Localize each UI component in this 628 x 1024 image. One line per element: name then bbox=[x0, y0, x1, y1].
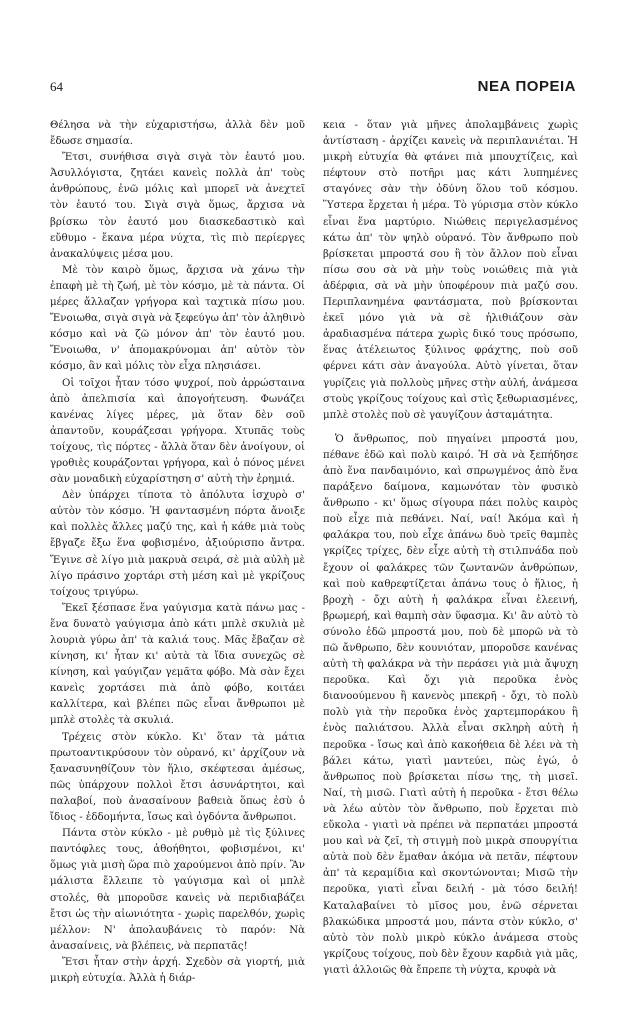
paragraph: Ἔτσι ἦταν στὴν ἀρχή. Σχεδὸν σὰ γιορτή, μιὰ μικρὴ εὐτυχία. Ἀλλὰ ἡ διάρ- bbox=[50, 956, 305, 984]
paragraph: κεια - ὅταν γιὰ μῆνες ἀπολαμβάνεις χωρὶς ἀντίσταση - ἀρχίζει κανεὶς νὰ περιπλανιέται. Ἡ μικρὴ εὐτυχία θὰ φτάνει πιὰ μπουχτίζεις, καὶ πέφτουν στὸ ποτῆρι μας κάτι λυπημένες σταγόνες σὰν τὴν ὀδύνη ὅλου τοῦ κόσμου. Ὕστερα ἔρχεται ἡ μέρα. Τὸ γύρισμα στὸν κύκλο εἶναι ἕνα μαρτύριο. Νιώθεις περιγελασμένος κάτω ἀπ' τὸν ψηλὸ οὐρανό. Τὸν ἄνθρωπο ποὺ βρίσκεται μπροστά σου ἢ τὸν ἄλλον ποὺ εἶναι πίσω σου σὰ νὰ μὴν τοὺς νοιώθεις πιὰ γιὰ ἀδέρφια, σὰ νὰ μὴν ὑποφέρουν πιὰ μαζύ σου. Περιπλανημένα φαντάσματα, ποὺ βρίσκονται ἐκεῖ μόνο γιὰ νὰ σὲ ἠλιθιάζουν σὰν ἀραδιασμένα πάτερα χωρὶς δικό τους πρόσωπο, ἕνας ἀτέλειωτος ξύλινος φράχτης, ποὺ σοῦ φέρνει κάτι σὰν ἀναγούλα. Αὐτὸ γίνεται, ὅταν γυρίζεις γιὰ πολλοὺς μῆνες στὴν αὐλή, ἀνάμεσα στοὺς γκρίζους τοίχους καὶ στὶς ξεθωριασμένες, μπλὲ στολὲς ποὺ σὲ γαυγίζουν ἀσταμάτητα. bbox=[323, 120, 578, 421]
paragraph: Ἔτσι, συνήθισα σιγὰ σιγὰ τὸν ἑαυτό μου. Ἀσυλλόγιστα, ζητάει κανεὶς πολλὰ ἀπ' τοὺς ἀνθρώπους, ἐνῶ μόλις καὶ μπορεῖ νὰ ἀνεχτεῖ τὸν ἑαυτό του. Σιγὰ σιγὰ ὅμως, ἄρχισα νὰ βρίσκω τὸν ἑαυτό μου διασκεδαστικὸ καὶ εὔθυμο - ἔκανα μέρα νύχτα, τὶς πιὸ περίεργες ἀνακαλύψεις μέσα μου. bbox=[50, 152, 305, 260]
left-column bbox=[50, 118, 305, 998]
paragraph: Θέλησα νὰ τὴν εὐχαριστήσω, ἀλλὰ δὲν μοῦ ἔδωσε σημασία. bbox=[50, 120, 305, 148]
paragraph: Δὲν ὑπάρχει τίποτα τὸ ἀπόλυτα ἰσχυρὸ σ' αὐτὸν τὸν κόσμο. Ἡ φαντασμένη πόρτα ἄνοιξε καὶ πολλὲς ἄλλες μαζύ της, καὶ ἡ κάθε μιὰ τοὺς ἔβγαζε ἔξω ἕνα φοβισμένο, ἀξιούρισπο ἄντρα. Ἔγινε σὲ λίγο μιὰ μακρυὰ σειρά, σὲ μιὰ αὐλὴ μὲ λίγο πράσινο χορτάρι στὴ μέση καὶ μὲ γκρίζους τοίχους τριγύρω. bbox=[50, 490, 305, 598]
paragraph: Ὁ ἄνθρωπος, ποὺ πηγαίνει μπροστά μου, πέθανε ἐδῶ καὶ πολὺ καιρό. Ἡ σὰ νὰ ξεπήδησε ἀπὸ ἕνα πανδαιμόνιο, καὶ σπρωγμένος ἀπὸ ἕνα παράξενο δαίμονα, καμωνόταν τὸν φυσικὸ ἄνθρωπο - κι' ὅμως σίγουρα πάει πολὺς καιρὸς ποὺ εἶχε πιὰ πεθάνει. Ναί, ναί! Ἀκόμα καὶ ἡ φαλάκρα του, ποὺ εἶχε ἀπάνω δυὸ τρεῖς θαμπὲς γκρίζες τρίχες, δὲν εἶχε αὐτὴ τὴ στιλπνάδα ποὺ ἔχουν οἱ φαλάκρες τῶν ζωντανῶν ἀνθρώπων, καὶ ποὺ καθρεφτίζεται ἀπάνω τους ὁ ἥλιος, ἡ βροχὴ - ὄχι αὐτὴ ἡ φαλάκρα εἶναι ἐλεεινή, βρωμερή, καὶ θαμπὴ σὰν ὕφασμα. Κι' ἂν αὐτὸ τὸ σύνολο ἐδῶ μπροστά μου, ποὺ δὲ μπορῶ νὰ τὸ πῶ ἄνθρωπο, δὲν κουνιόταν, μποροῦσε κανένας αὐτὴ τὴ φαλάκρα νὰ τὴν περάσει γιὰ μιὰ ἄψυχη περοῦκα. Καὶ ὄχι γιὰ περοῦκα ἑνὸς διανοούμενου ἢ κανενὸς μπεκρῆ - ὄχι, τὸ πολὺ πολὺ γιὰ τὴν περοῦκα ἑνὸς χαρτεμποράκου ἢ ἑνὸς παλιάτσου. Ἀλλὰ εἶναι σκληρὴ αὐτὴ ἡ περοῦκα - ἴσως καὶ ἀπὸ κακοήθεια δὲ λέει νὰ τὴ βάλει κάτω, γιατὶ μαντεύει, πὼς ἐγώ, ὁ ἄνθρωπος ποὺ βρίσκεται πίσω της, τὴ μισεῖ. Ναί, τὴ μισῶ. Γιατὶ αὐτὴ ἡ περοῦκα - ἔτσι θέλω νὰ λέω αὐτὸν τὸν ἄνθρωπο, ποὺ ἔρχεται πιὸ εὔκολα - γιατὶ νὰ πρέπει νὰ περπατάει μπροστά μου καὶ νὰ ζεῖ, τὴ στιγμὴ ποὺ μικρὰ σπουργίτια αὐτὰ ποὺ δὲν ἔμαθαν ἀκόμα νὰ πετᾶν, πέφτουν ἀπ' τὰ κεραμίδια καὶ σκοντώνονται; Μισῶ τὴν περοῦκα, γιατὶ εἶναι δειλή - μὰ τόσο δειλή! Καταλαβαίνει τὸ μῖσος μου, ἐνῶ σέρνεται βλακώδικα μπροστά μου, πάντα στὸν κύκλο, σ' αὐτὸ τὸν πολὺ μικρὸ κύκλο ἀνάμεσα στοὺς γκρίζους τοίχους, ποὺ δὲν ἔχουν καρδιὰ γιὰ μᾶς, γιατὶ ἀλλοιῶς θὰ ἔπρεπε τὴ νύχτα, κρυφὰ νὰ bbox=[323, 433, 578, 976]
right-column bbox=[323, 118, 578, 998]
paragraph: Οἱ τοῖχοι ἦταν τόσο ψυχροί, ποὺ ἀρρώσταινα ἀπὸ ἀπελπισία καὶ ἀπογοήτευση. Φωνάζει κανένας λίγες μέρες, μὰ ὅταν δὲν σοῦ ἀπαντοῦν, κουράζεσαι γρήγορα. Χτυπᾶς τοὺς τοίχους, τὶς πόρτες - ἄλλὰ ὅταν δὲν ἀνοίγουν, οἱ γροθιὲς κουράζονται γρήγορα, καὶ ὁ πόνος μένει σὰν μοναδικὴ εὐχαρίστηση σ' αὐτὴ τὴν ἐρημιά. bbox=[50, 377, 305, 486]
page-header bbox=[50, 78, 576, 98]
paragraph: Μὲ τὸν καιρὸ ὅμως, ἄρχισα νὰ χάνω τὴν ἐπαφὴ μὲ τὴ ζωή, μὲ τὸν κόσμο, μὲ τὰ πάντα. Οἱ μέρες ἄλλαζαν γρήγορα καὶ ταχτικὰ πίσω μου. Ἔνοιωθα, σιγὰ σιγὰ νὰ ξεφεύγω ἀπ' τὸν ἀληθινὸ κόσμο καὶ νὰ ζῶ μόνον ἀπ' τὸν ἑαυτό μου. Ἔνοιωθα, ν' ἀπομακρύνομαι ἀπ' αὐτὸν τὸν κόσμο, ἂν καὶ μόλις τὸν εἶχα πλησιάσει. bbox=[50, 264, 305, 373]
paragraph: Ἔκεῖ ξέσπασε ἕνα γαύγισμα κατὰ πάνω μας - ἕνα δυνατὸ γαύγισμα ἀπὸ κάτι μπλὲ σκυλιὰ μὲ λουριὰ γύρω ἀπ' τὰ καλιά τους. Μᾶς ἔβαζαν σὲ κίνηση, κι' ἦταν κι' αὐτὰ τὰ ἴδια συνεχῶς σὲ κίνηση, καὶ γαύγιζαν γεμᾶτα φόβο. Μὰ σὰν ἔχει κανεὶς χορτάσει πιὰ ἀπὸ φόβο, κοιτάει καλλίτερα, καὶ βλέπει πῶς εἶναι ἄνθρωποι μὲ μπλὲ στολὲς τὰ σκυλιά. bbox=[50, 602, 305, 727]
running-title: ΝΕΑ ΠΟΡΕΙΑ bbox=[477, 78, 576, 95]
paragraph: Τρέχεις στὸν κύκλο. Κι' ὅταν τὰ μάτια πρωτοαντικρύσουν τὸν οὐρανό, κι' ἀρχίζουν νὰ ξανασυνηθίζουν τὸν ἥλιο, σκέφτεσαι ἀμέσως, πῶς ὑπάρχουν πολλοὶ ἔτσι ἀσυνάρτητοι, καὶ παλαβοί, ποὺ ἀνασαίνουν βαθειὰ ὅπως ἐσὺ ὁ ἴδιος - ἐδδομήντα, ἴσως καὶ ὀγδόντα ἄνθρωποι. bbox=[50, 731, 305, 824]
paragraph: Πάντα στὸν κύκλο - μὲ ρυθμὸ μὲ τὶς ξύλινες παντόφλες τους, ἀθοήθητοι, φοβισμένοι, κι' ὅμως γιὰ μισὴ ὥρα πιὸ χαρούμενοι ἀπὸ πρίν. Ἂν μάλιστα ἔλλειπε τὸ γαύγισμα καὶ οἱ μπλὲ στολές, θὰ μποροῦσε κανεὶς νὰ περιδιαβάζει ἔτσι ὡς τὴν αἰωνιότητα - χωρὶς παρελθόν, χωρὶς μέλλον: Ν' ἀπολαυβάνεις τὸ παρόν: Νὰ ἀνασαίνεις, νὰ βλέπεις, νὰ περπατᾶς! bbox=[50, 828, 305, 952]
page-number: 64 bbox=[50, 79, 63, 94]
text-columns bbox=[50, 118, 578, 998]
